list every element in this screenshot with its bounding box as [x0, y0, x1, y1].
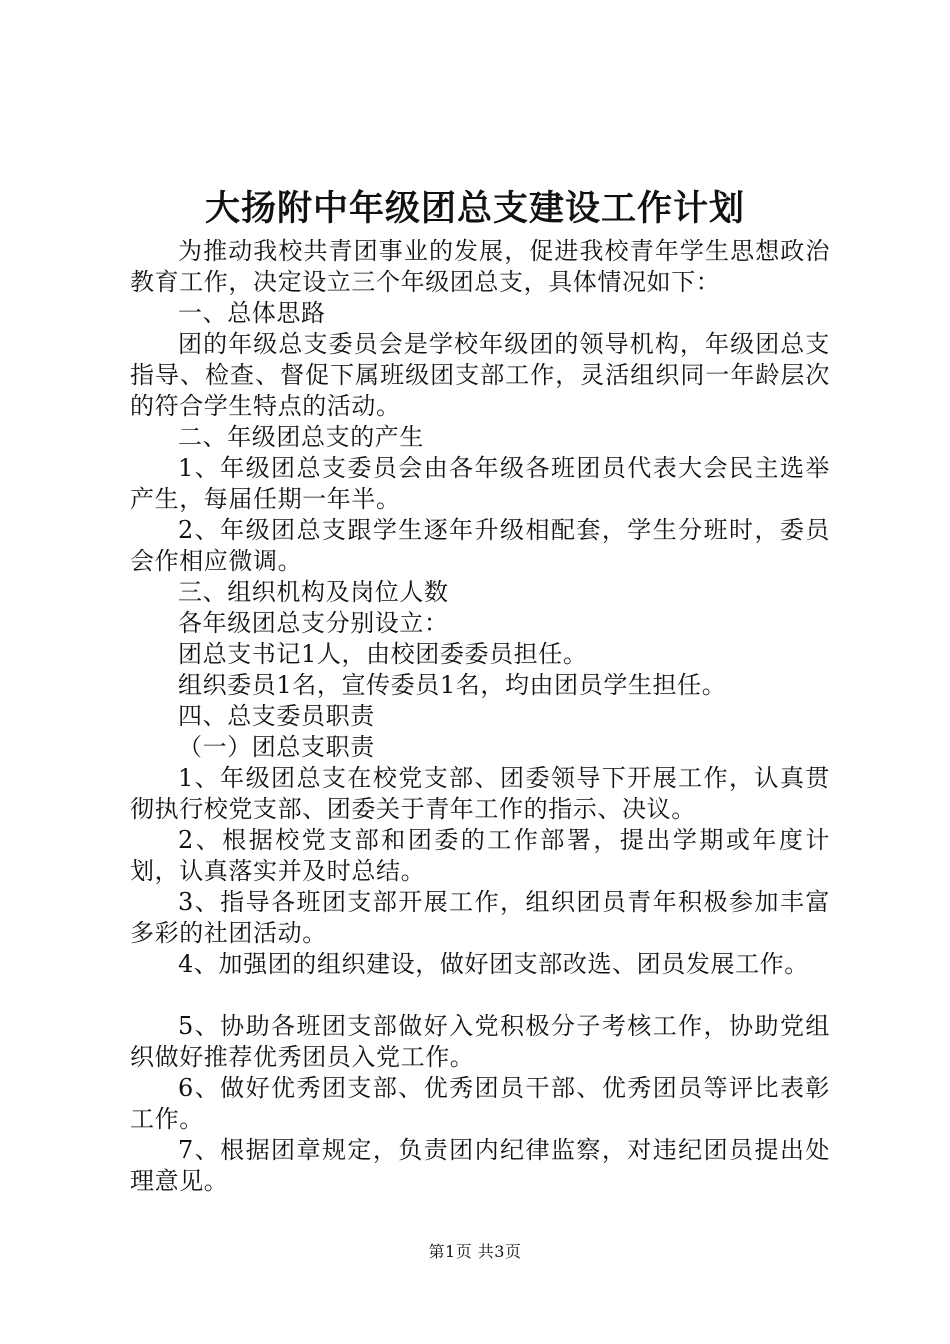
- list-item: 6、做好优秀团支部、优秀团员干部、优秀团员等评比表彰工作。: [130, 1074, 830, 1133]
- list-item: 7、根据团章规定，负责团内纪律监察，对违纪团员提出处理意见。: [130, 1136, 830, 1195]
- paragraph: 组织委员1名，宣传委员1名，均由团员学生担任。: [178, 671, 727, 699]
- paragraph: 各年级团总支分别设立：: [178, 609, 449, 637]
- list-item: 5、协助各班团支部做好入党积极分子考核工作，协助党组织做好推荐优秀团员入党工作。: [130, 1012, 830, 1071]
- list-item: 2、年级团总支跟学生逐年升级相配套，学生分班时，委员会作相应微调。: [130, 516, 830, 575]
- document-body: [130, 236, 830, 1197]
- list-item: 3、指导各班团支部开展工作，组织团员青年积极参加丰富多彩的社团活动。: [130, 888, 830, 947]
- document-title: 大扬附中年级团总支建设工作计划: [204, 188, 745, 229]
- section-heading-1: 一、总体思路: [178, 299, 326, 327]
- paragraph: 团的年级总支委员会是学校年级团的领导机构，年级团总支指导、检查、督促下属班级团支部工作，灵活组织同一年龄层次的符合学生特点的活动。: [130, 330, 830, 420]
- paragraph: 团总支书记1人，由校团委委员担任。: [178, 640, 588, 668]
- page-number: 第1页 共3页: [428, 1242, 522, 1261]
- intro-paragraph: 为推动我校共青团事业的发展，促进我校青年学生思想政治教育工作，决定设立三个年级团总支，具体情况如下：: [130, 237, 830, 296]
- list-item: 1、年级团总支在校党支部、团委领导下开展工作，认真贯彻执行校党支部、团委关于青年工作的指示、决议。: [130, 764, 830, 823]
- list-item: 4、加强团的组织建设，做好团支部改选、团员发展工作。: [178, 950, 809, 978]
- subsection-heading: （一）团总支职责: [178, 733, 375, 761]
- section-heading-2: 二、年级团总支的产生: [178, 423, 424, 451]
- list-item: 2、根据校党支部和团委的工作部署，提出学期或年度计划，认真落实并及时总结。: [130, 826, 830, 885]
- blank-line: [130, 980, 830, 1011]
- list-item: 1、年级团总支委员会由各年级各班团员代表大会民主选举产生，每届任期一年半。: [130, 454, 830, 513]
- section-heading-3: 三、组织机构及岗位人数: [178, 578, 449, 606]
- section-heading-4: 四、总支委员职责: [178, 702, 375, 730]
